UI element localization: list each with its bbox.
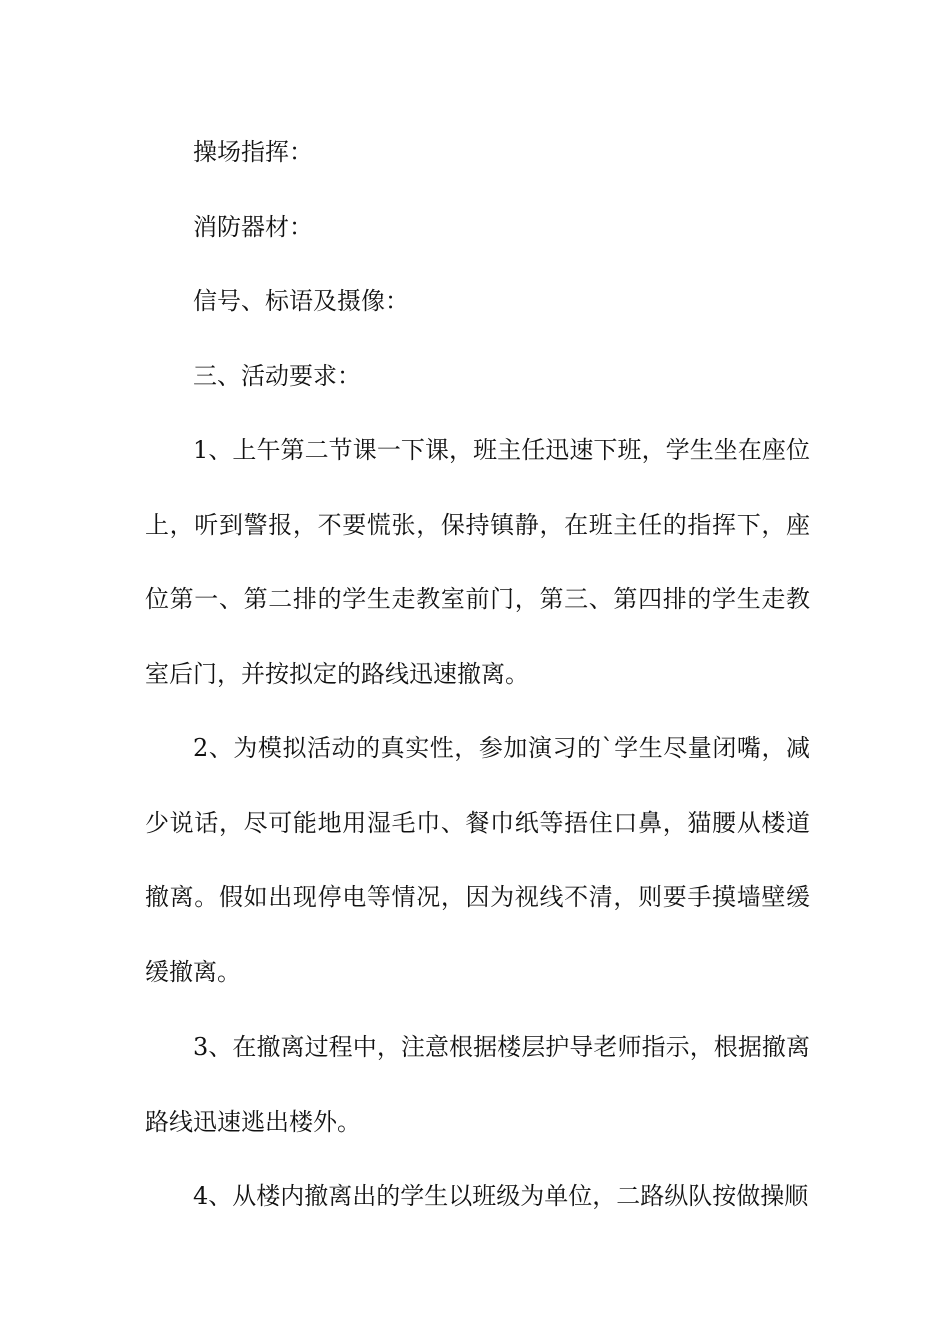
section-heading-activity-requirements: 三、活动要求： <box>193 362 361 390</box>
paragraph-requirement-1: 1、上午第二节课一下课，班主任迅速下班，学生坐在座位上，听到警报，不要慌张，保持镇静，在班主任的指挥下，座位第一、第二排的学生走教室前门，第三、第四排的学生走教室后门，并按拟定的路线迅速撤离。 <box>145 436 810 688</box>
paragraph-fire-equipment: 消防器材： <box>193 213 313 241</box>
paragraph-playground-command: 操场指挥： <box>193 138 313 166</box>
paragraph-requirement-2: 2、为模拟活动的真实性，参加演习的`学生尽量闭嘴，减少说话，尽可能地用湿毛巾、餐巾纸等捂住口鼻，猫腰从楼道撤离。假如出现停电等情况，因为视线不清，则要手摸墙壁缓缓撤离。 <box>145 734 810 986</box>
paragraph-signals-slogans: 信号、标语及摄像： <box>193 287 409 315</box>
paragraph-requirement-3: 3、在撤离过程中，注意根据楼层护导老师指示，根据撤离路线迅速逃出楼外。 <box>145 1033 810 1136</box>
paragraph-requirement-4: 4、从楼内撤离出的学生以班级为单位，二路纵队按做操顺 <box>193 1182 809 1210</box>
